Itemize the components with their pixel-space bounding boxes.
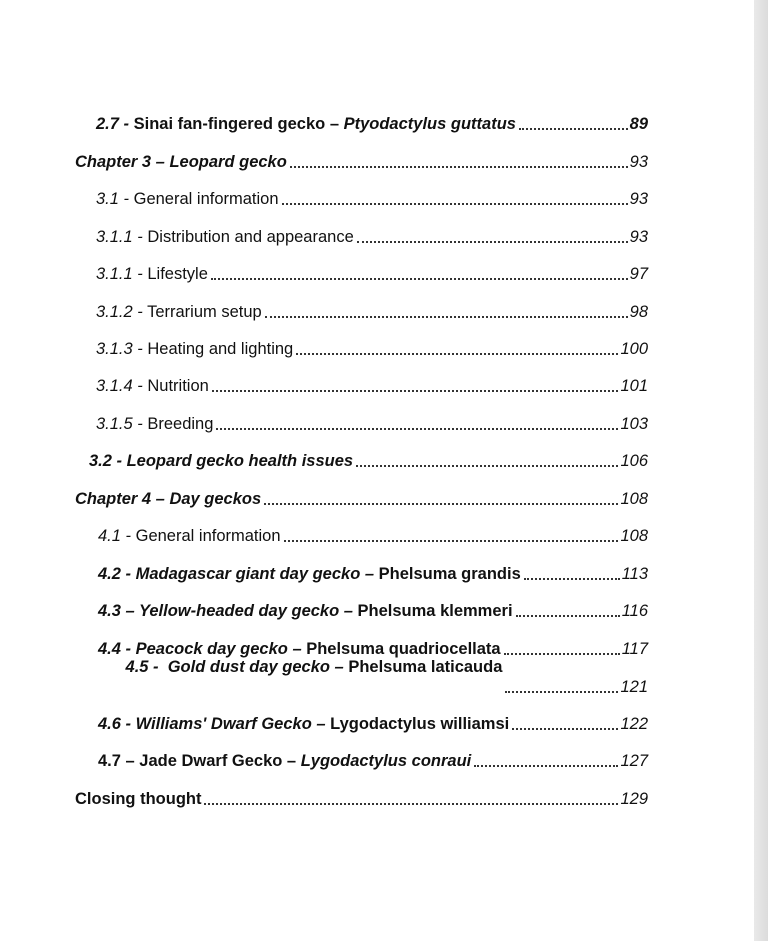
dot-leader [519,128,628,130]
toc-entry-chapter-4[interactable] [75,485,648,509]
toc-entry-3-1-1-distribution[interactable] [96,223,648,247]
toc-entry-title: Nutrition [142,377,209,395]
toc-entry-3-2[interactable] [89,447,648,471]
toc-page-number: 127 [620,752,648,770]
toc-page-number: 106 [620,452,648,470]
toc-page-number: 93 [629,153,648,171]
toc-entry-3-1-1-lifestyle[interactable] [96,260,648,284]
toc-page-number: 97 [629,265,648,283]
toc-entry-number: 3.1.1 - [96,228,143,246]
toc-page-number: 129 [620,790,648,808]
dot-leader [265,316,628,318]
toc-page-number: 108 [620,527,648,545]
toc-entry-species: Lygodactylus conraui [300,752,472,770]
toc-entry-title: 4.3 – Yellow-headed day gecko – [98,602,358,620]
toc-entry-title: 3.2 - Leopard gecko health issues [89,452,354,470]
toc-entry-chapter-3[interactable] [75,148,648,172]
toc-page-number: 98 [629,303,648,321]
toc-entry-4-2[interactable] [98,560,648,584]
toc-page-number: 113 [621,565,648,583]
dot-leader [204,803,618,805]
toc-entry-number: 3.1.4 - [96,377,143,395]
toc-page-number: 100 [620,340,648,358]
toc-entry-number: 3.1.3 - [96,340,143,358]
toc-entry-number: 3.1.2 - [96,303,143,321]
dot-leader [504,653,620,655]
dot-leader [282,203,628,205]
dot-leader [216,428,618,430]
toc-page-number: 103 [620,415,648,433]
toc-entry-4-3[interactable] [98,597,648,621]
toc-entry-title: Heating and lighting [142,340,294,358]
toc-page-number: 117 [621,640,648,658]
toc-entry-number: 3.1 - [96,190,130,208]
toc-entry-title: 4.4 - Peacock day gecko – [98,640,307,658]
dot-leader [284,540,619,542]
toc-entry-species: Phelsuma laticauda [348,658,503,676]
toc-entry-title: Distribution and appearance [142,228,354,246]
toc-entry-title: Chapter 3 – Leopard gecko [75,153,287,171]
toc-page-number: 121 [620,678,648,696]
toc-entry-4-1[interactable] [98,522,648,546]
toc-entry-title: Chapter 4 – Day geckos [75,490,262,508]
toc-entry-title: Terrarium setup [142,303,262,321]
toc-entry-title: 4.6 - Williams' Dwarf Gecko – [98,715,331,733]
dot-leader [516,615,620,617]
dot-leader [505,691,618,693]
toc-entry-title: Lifestyle [142,265,208,283]
toc-entry-number: 3.1.1 - [96,265,143,283]
toc-page-number: 93 [629,228,648,246]
toc-entry-title: General information [129,190,279,208]
dot-leader [212,390,619,392]
toc-entry-title: Breeding [142,415,214,433]
page-edge [754,0,768,941]
dot-leader [296,353,618,355]
dot-leader [357,241,628,243]
toc-entry-title: Sinai fan-fingered gecko – [129,115,344,133]
toc-entry-number: 4.1 - [98,527,132,545]
toc-entry-species: Phelsuma grandis [378,565,521,583]
toc-entry-3-1-3[interactable] [96,335,648,359]
toc-entry-title: 4.7 – Jade Dwarf Gecko – [98,752,301,770]
toc-entry-3-1-4[interactable] [96,372,648,396]
toc-page-number: 89 [629,115,648,133]
toc-entry-species: Ptyodactylus guttatus [343,115,516,133]
dot-leader [264,503,618,505]
toc-entry-closing-thought[interactable] [75,785,648,809]
toc-entry-number: 2.7 - [96,115,130,133]
toc-entry-4-7[interactable] [98,747,648,771]
toc-entry-3-1[interactable] [96,185,648,209]
toc-entry-number: 3.1.5 - [96,415,143,433]
dot-leader [474,765,618,767]
toc-entry-species: Phelsuma quadriocellata [306,640,501,658]
toc-page-number: 93 [629,190,648,208]
toc-entry-3-1-5[interactable] [96,410,648,434]
toc-page-number: 116 [621,602,648,620]
toc-entry-title: General information [131,527,281,545]
dot-leader [211,278,628,280]
dot-leader [524,578,620,580]
toc-entry-2-7[interactable] [96,110,648,134]
toc-entry-title: 4.2 - Madagascar giant day gecko – [98,565,379,583]
dot-leader [512,728,618,730]
toc-entry-4-5[interactable] [98,658,648,697]
toc-page-number: 101 [620,377,648,395]
dot-leader [290,166,628,168]
toc-entry-title: 4.5 - Gold dust day gecko – [125,658,349,676]
toc-entry-4-6[interactable] [98,710,648,734]
dot-leader [356,465,618,467]
toc-entry-species: Lygodactylus williamsi [330,715,510,733]
toc-entry-title: Closing thought [75,790,202,808]
toc-entry-species: Phelsuma klemmeri [357,602,513,620]
toc-entry-3-1-2[interactable] [96,298,648,322]
toc-page-number: 122 [620,715,648,733]
toc-page-number: 108 [620,490,648,508]
